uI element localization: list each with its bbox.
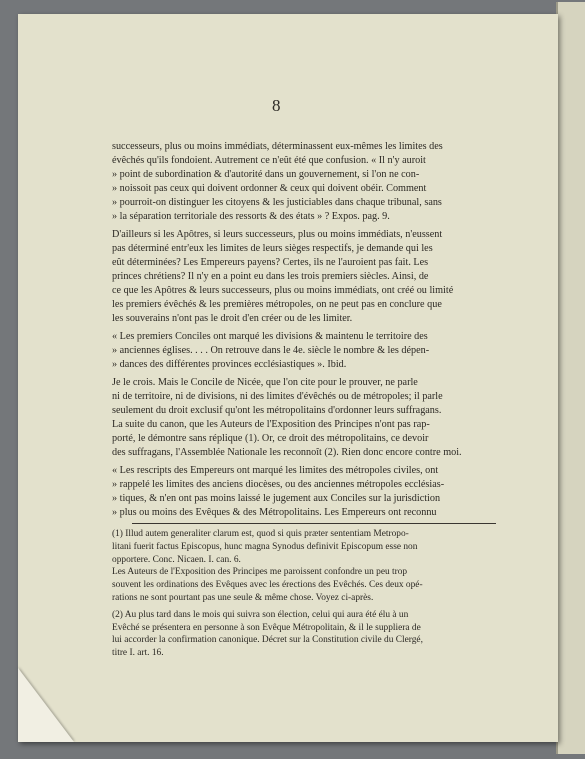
body-line: » point de subordination & d'autorité dans un gouvernement, si l'on ne con-: [112, 169, 420, 180]
body-line: » dances des différentes provinces ecclésiastiques ». Ibid.: [112, 359, 347, 370]
body-text: [112, 140, 494, 520]
footnote-line: (2) Au plus tard dans le mois qui suivra son élection, celui qui aura été élu à un: [112, 609, 409, 620]
footnote-line: (1) Illud autem generaliter clarum est, quod si quis præter sententiam Metropo-: [112, 529, 409, 539]
body-line: ni de territoire, ni de divisions, ni des limites d'évêchés ou de métropoles; il parle: [112, 391, 443, 402]
body-line: » la séparation territoriale des ressorts & des états » ? Expos. pag. 9.: [112, 211, 390, 222]
page-number: 8: [272, 96, 281, 115]
body-line: pas déterminé entr'eux les limites de leurs sièges respectifs, je demande qui les: [112, 243, 433, 254]
body-line: des suffragans, l'Assemblée Nationale les reconnoît (2). Rien donc encore contre moi.: [112, 447, 462, 458]
body-line: La suite du canon, que les Auteurs de l'Exposition des Principes n'ont pas rap-: [112, 419, 430, 430]
body-line: » plus ou moins des Evêques & des Métropolitains. Les Empereurs ont reconnu: [112, 507, 437, 518]
footnote-line: titre I. art. 16.: [112, 648, 164, 659]
body-line: » tiques, & n'en ont pas moins laissé le jugement aux Conciles sur la jurisdiction: [112, 493, 441, 504]
document-page: [18, 14, 558, 742]
folded-corner: [18, 668, 74, 742]
body-line: ce que les Apôtres & leurs successeurs, plus ou moins immédiats, ont créé ou limité: [112, 285, 454, 296]
body-line: » pourroit-on distinguer les citoyens & les justiciables dans chaque tribunal, sans: [112, 197, 442, 208]
body-line: » noissoit pas ceux qui doivent ordonner & ceux qui doivent obéir. Comment: [112, 183, 427, 194]
body-line: » rappelé les limites des anciens diocèses, ou des anciennes métropoles ecclésias-: [112, 479, 445, 490]
body-line: « Les premiers Conciles ont marqué les divisions & maintenu le territoire des: [112, 331, 428, 342]
footnote-line: Les Auteurs de l'Exposition des Principes me paroissent confondre un peu trop: [112, 567, 408, 578]
body-line: Je le crois. Mais le Concile de Nicée, que l'on cite pour le prouver, ne parle: [112, 377, 418, 388]
footnote-line: litani fuerit factus Episcopus, hunc magna Synodus definivit Episcopum esse non: [112, 541, 418, 552]
footnote-separator: [132, 523, 496, 524]
footnotes: [112, 528, 494, 660]
body-line: porté, le démontre sans réplique (1). Or, ce droit des métropolitains, ce devoir: [112, 433, 429, 444]
footnote-line: lui accorder la confirmation canonique. Décret sur la Constitution civile du Clergé,: [112, 635, 423, 646]
body-line: évêchés qu'ils fondoient. Autrement ce n'eût été que confusion. « Il n'y auroit: [112, 155, 426, 166]
footnote-line: rations ne sont pourtant pas une seule & même chose. Voyez ci-après.: [112, 592, 374, 603]
body-line: seulement du droit exclusif qu'ont les métropolitains d'ordonner leurs suffragans.: [112, 405, 442, 416]
body-line: D'ailleurs si les Apôtres, si leurs successeurs, plus ou moins immédiats, n'eussent: [112, 229, 443, 240]
footnote-line: opportere. Conc. Nicaen. I. can. 6.: [112, 554, 241, 565]
body-line: les premiers évêchés & les premières métropoles, on ne peut pas en conclure que: [112, 299, 442, 310]
footnote-line: souvent les ordinations des Evêques avec les érections des Evêchés. Ces deux opé-: [112, 580, 423, 591]
body-line: successeurs, plus ou moins immédiats, déterminassent eux-mêmes les limites des: [112, 141, 443, 152]
body-line: les souverains n'ont pas le droit d'en créer ou de les limiter.: [112, 313, 353, 324]
next-page-edge: [556, 2, 585, 754]
body-line: eût déterminées? Les Empereurs payens? Certes, ils ne l'auroient pas fait. Les: [112, 257, 429, 268]
body-line: » anciennes églises. . . . On retrouve dans le 4e. siècle le nombre & les dépen-: [112, 345, 430, 356]
body-line: « Les rescripts des Empereurs ont marqué les limites des métropoles civiles, ont: [112, 465, 439, 476]
body-line: princes chrétiens? Il n'y en a point eu dans les trois premiers siècles. Ainsi, de: [112, 271, 429, 282]
footnote-line: Evêché se présentera en personne à son Evêque Métropolitain, & il le suppliera de: [112, 622, 421, 633]
